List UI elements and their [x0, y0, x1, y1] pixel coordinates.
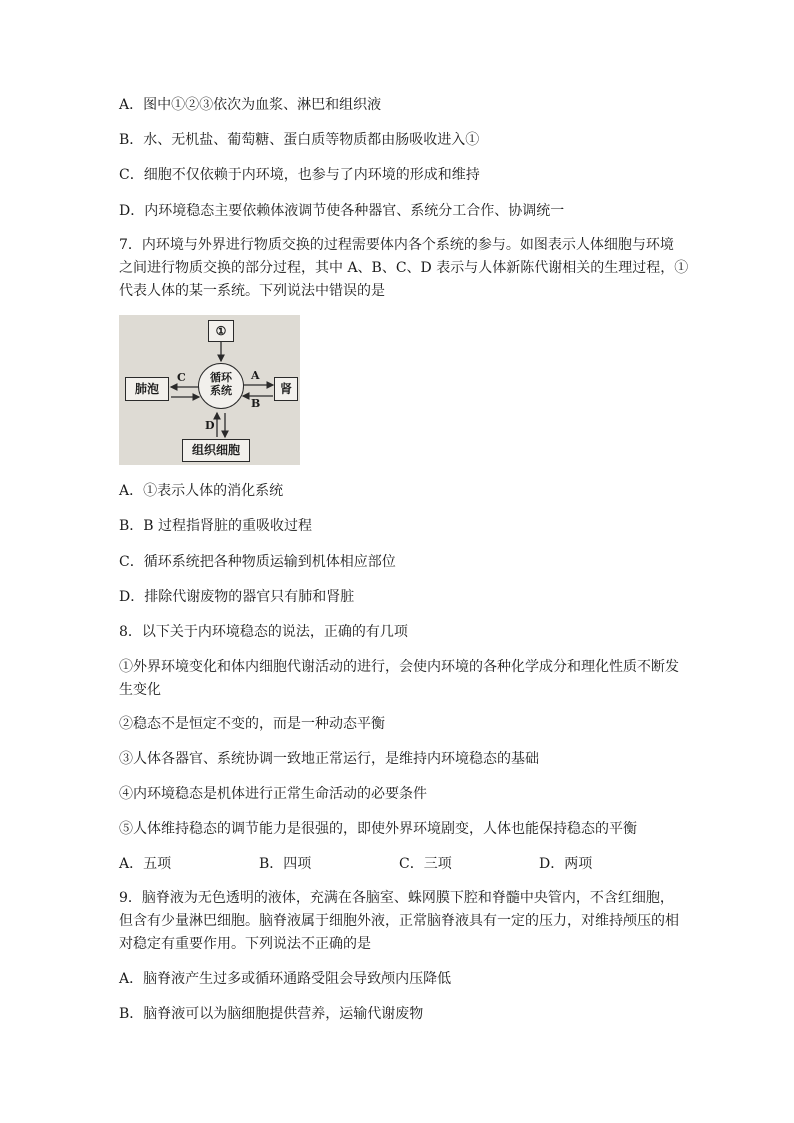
diagram-label-b: B [251, 397, 261, 410]
diagram-kidney-box: 肾 [274, 377, 298, 401]
diagram-tissue-cells-box: 组织细胞 [182, 439, 250, 462]
q7-stem-line-3: 代表人体的某一系统。下列说法中错误的是 [119, 283, 385, 299]
q6-option-a: A．图中①②③依次为血浆、淋巴和组织液 [119, 97, 382, 113]
q8-statement-1-line-1: ①外界环境变化和体内细胞代谢活动的进行，会使内环境的各种化学成分和理化性质不断发 [119, 659, 679, 675]
q9-stem-line-3: 对稳定有重要作用。下列说法不正确的是 [119, 936, 371, 952]
q8-option-d: D．两项 [539, 856, 593, 872]
q8-statement-3: ③人体各器官、系统协调一致地正常运行，是维持内环境稳态的基础 [119, 751, 539, 767]
q9-option-b: B．脑脊液可以为脑细胞提供营养，运输代谢废物 [119, 1006, 424, 1022]
q9-stem-line-1: 9．脑脊液为无色透明的液体，充满在各脑室、蛛网膜下腔和脊髓中央管内，不含红细胞， [119, 890, 674, 906]
diagram-label-c: C [177, 371, 186, 384]
q8-option-a: A．五项 [119, 856, 172, 872]
diagram-system-1-box: ① [208, 320, 234, 342]
q8-statement-4: ④内环境稳态是机体进行正常生命活动的必要条件 [119, 786, 427, 802]
q8-options-row [119, 854, 679, 874]
q7-option-d: D．排除代谢废物的器官只有肺和肾脏 [119, 589, 355, 605]
circulatory-label-line-2: 系统 [210, 384, 232, 397]
q8-stem: 8．以下关于内环境稳态的说法，正确的有几项 [119, 624, 408, 640]
q7-diagram [119, 315, 300, 465]
q9-option-a: A．脑脊液产生过多或循环通路受阻会导致颅内压降低 [119, 971, 452, 987]
q7-stem-line-2: 之间进行物质交换的部分过程，其中 A、B、C、D 表示与人体新陈代谢相关的生理过程，① [119, 260, 689, 276]
q8-option-c: C．三项 [399, 856, 452, 872]
q7-option-b: B．B 过程指肾脏的重吸收过程 [119, 518, 313, 534]
q8-option-b: B．四项 [259, 856, 312, 872]
q6-option-d: D．内环境稳态主要依赖体液调节使各种器官、系统分工合作、协调统一 [119, 203, 565, 219]
diagram-label-a: A [251, 369, 260, 382]
q8-statement-2: ②稳态不是恒定不变的，而是一种动态平衡 [119, 716, 385, 732]
q7-option-a: A．①表示人体的消化系统 [119, 483, 284, 499]
q6-option-b: B．水、无机盐、葡萄糖、蛋白质等物质都由肠吸收进入① [119, 132, 480, 148]
q7-stem-line-1: 7．内环境与外界进行物质交换的过程需要体内各个系统的参与。如图表示人体细胞与环境 [119, 237, 674, 253]
diagram-circulatory-system [198, 363, 244, 409]
diagram-alveoli-box: 肺泡 [125, 377, 169, 401]
q8-statement-5: ⑤人体维持稳态的调节能力是很强的，即使外界环境剧变，人体也能保持稳态的平衡 [119, 821, 637, 837]
q9-stem-line-2: 但含有少量淋巴细胞。脑脊液属于细胞外液，正常脑脊液具有一定的压力，对维持颅压的相 [119, 913, 679, 929]
q8-statement-1-line-2: 生变化 [119, 682, 161, 698]
q6-option-c: C．细胞不仅依赖于内环境，也参与了内环境的形成和维持 [119, 167, 480, 183]
diagram-label-d: D [205, 419, 215, 432]
q7-option-c: C．循环系统把各种物质运输到机体相应部位 [119, 554, 396, 570]
circulatory-label-line-1: 循环 [210, 371, 232, 384]
